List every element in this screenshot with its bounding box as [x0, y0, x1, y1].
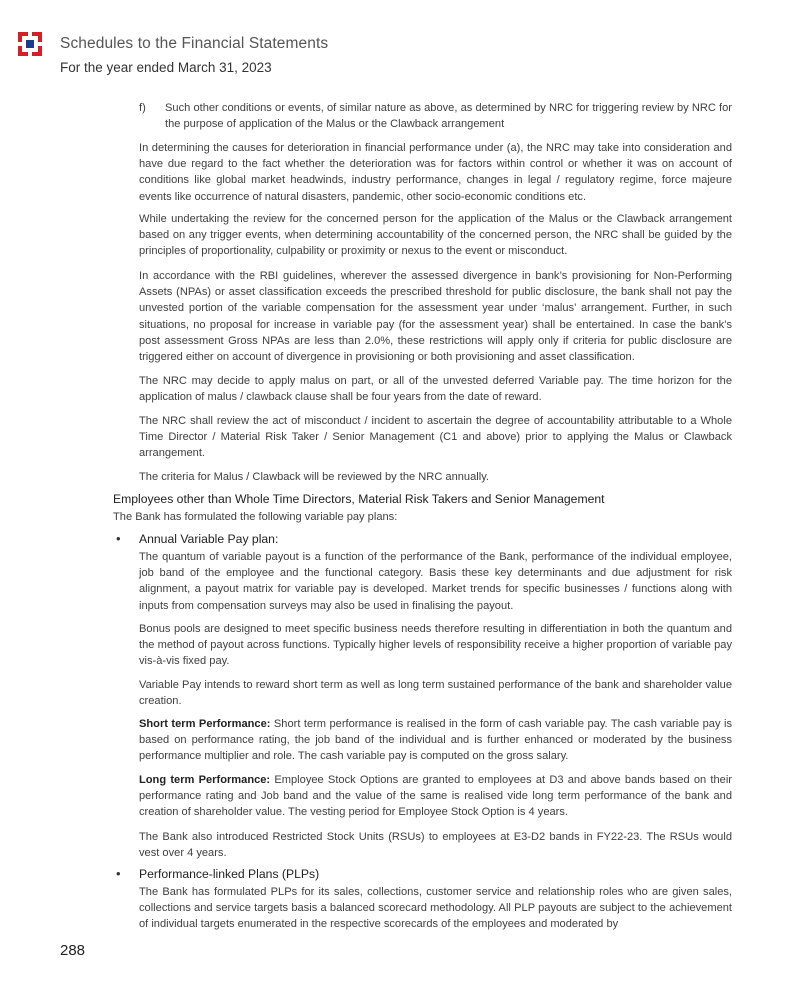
avp-paragraph-rsu: The Bank also introduced Restricted Stock Units (RSUs) to employees at E3-D2 bands in FY22-23. The RSUs would vest over 4 years.	[139, 831, 732, 860]
avp-paragraph-short-term	[139, 716, 732, 765]
avp-paragraph-reward: Variable Pay intends to reward short term as well as long term sustained performance of the bank and shareholder value creation.	[139, 679, 732, 708]
page-header-title: Schedules to the Financial Statements	[60, 35, 329, 52]
paragraph-rbi-guidelines: In accordance with the RBI guidelines, wherever the assessed divergence in bank’s provisioning for Non-Performing Assets (NPAs) or asset classification exceeds the prescribed threshold for public disclosure, the bank shall not pay the unvested portion of the variable compensation for the assessment year under ‘malus’ arrangement. Further, in such situations, no proposal for increase in variable pay (for the assessment year) shall be entertained. In case the bank’s post assessment Gross NPAs are less than 2.0%, these restrictions will apply only if criteria for public disclosure are triggered either on account of divergence in provisioning or both provisioning and asset classification.	[139, 270, 732, 364]
avp-paragraph-quantum: The quantum of variable payout is a function of the performance of the Bank, performance of the individual employee, job band of the employee and the functional category. Basis these key determinants and due adjustment for risk alignment, a payout matrix for variable pay is developed. Market trends for specific businesses / functions along with inputs from compensation surveys may also be used in finalising the payout.	[139, 551, 732, 612]
section-intro: The Bank has formulated the following variable pay plans:	[113, 511, 398, 523]
section-heading-other-employees: Employees other than Whole Time Directors, Material Risk Takers and Senior Management	[113, 492, 605, 506]
bullet-plp: •	[116, 866, 121, 881]
page-header-subtitle: For the year ended March 31, 2023	[60, 60, 272, 75]
list-item-marker: f)	[139, 102, 146, 114]
list-item-text: Such other conditions or events, of similar nature as above, as determined by NRC for triggering review by NRC for the purpose of application of the Malus or the Clawback arrangement	[165, 102, 732, 131]
long-term-label: Long term Performance:	[139, 774, 271, 786]
avp-heading: Annual Variable Pay plan:	[139, 532, 279, 546]
bullet-avp: •	[116, 531, 121, 546]
avp-paragraph-long-term	[139, 772, 732, 821]
page-number: 288	[60, 942, 86, 959]
paragraph-deterioration-causes: In determining the causes for deterioration in financial performance under (a), the NRC may take into consideration and have due regard to the fact whether the deterioration was for factors within control or whether it was on account of conditions like global market headwinds, industry performance, changes in legal / regulatory regime, force majeure events like occurrence of natural disasters, pandemic, other socio-economic conditions etc.	[139, 142, 732, 203]
short-term-text: Short term performance is realised in the form of cash variable pay. The cash variable pay is based on performance rating, the job band of the individual and is further enhanced or moderated by the business performance multiplier and role. The cash variable pay is computed on the gross salary.	[139, 718, 732, 763]
short-term-label: Short term Performance:	[139, 718, 271, 730]
bank-logo-icon	[18, 32, 42, 56]
plp-paragraph: The Bank has formulated PLPs for its sales, collections, customer service and relationship roles who are given sales, collections and service targets basis a balanced scorecard methodology. All PLP payouts are subject to the achievement of individual targets enumerated in the respective scorecards of the employees and moderated by	[139, 886, 732, 931]
paragraph-review-principles: While undertaking the review for the concerned person for the application of the Malus or the Clawback arrangement based on any trigger events, when determining accountability of the concerned person, the NRC shall be guided by the principles of proportionality, culpability or proximity or nexus to the event or misconduct.	[139, 213, 732, 258]
avp-paragraph-bonus-pools: Bonus pools are designed to meet specific business needs therefore resulting in differentiation in both the quantum and the method of payout across functions. Typically higher levels of responsibility receive a higher proportion of variable pay vis-à-vis fixed pay.	[139, 623, 732, 668]
paragraph-malus-time-horizon: The NRC may decide to apply malus on part, or all of the unvested deferred Variable pay. The time horizon for the application of malus / clawback clause shall be four years from the date of reward.	[139, 375, 732, 404]
long-term-text: Employee Stock Options are granted to employees at D3 and above bands based on their performance rating and Job band and the value of the same is realised vide long term performance of the bank and creation of shareholder value. The vesting period for Employee Stock Option is 4 years.	[139, 774, 732, 819]
paragraph-misconduct-review: The NRC shall review the act of misconduct / incident to ascertain the degree of accountability attributable to a Whole Time Director / Material Risk Taker / Senior Management (C1 and above) prior to applying the Malus or Clawback arrangement.	[139, 415, 732, 460]
paragraph-criteria-review: The criteria for Malus / Clawback will be reviewed by the NRC annually.	[139, 471, 489, 483]
plp-heading: Performance-linked Plans (PLPs)	[139, 867, 320, 881]
